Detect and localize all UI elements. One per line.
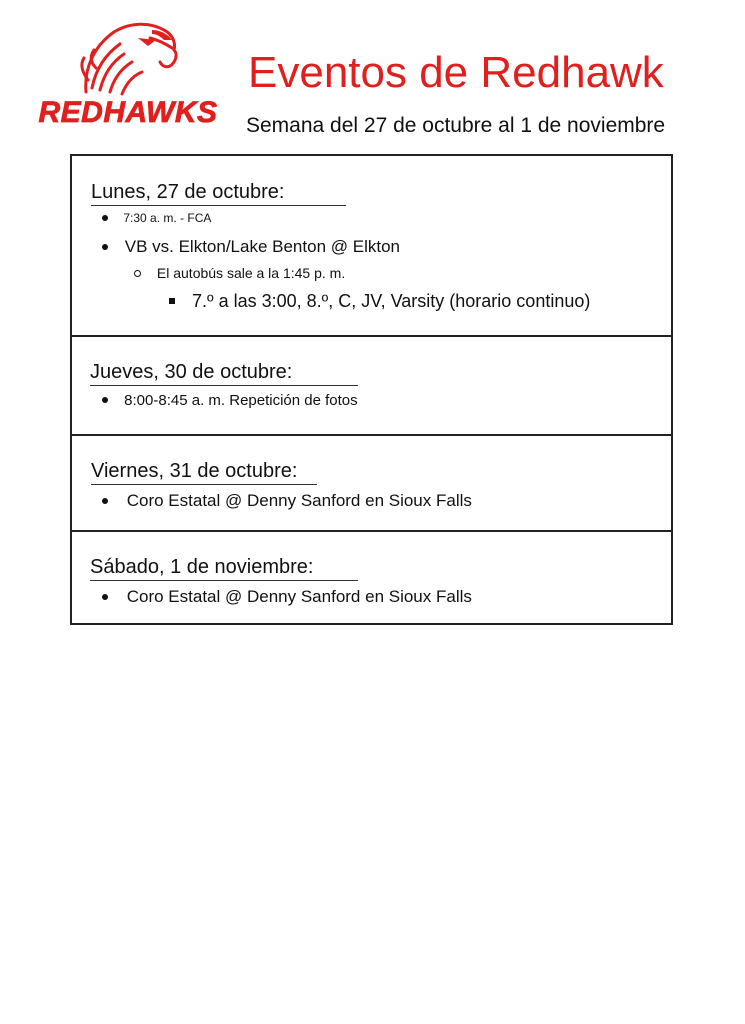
bullet-icon	[102, 594, 108, 600]
page-subtitle: Semana del 27 de octubre al 1 de noviembre	[246, 114, 666, 137]
square-bullet-icon	[169, 298, 175, 304]
bullet-icon	[102, 215, 108, 221]
list-item: Coro Estatal @ Denny Sanford en Sioux Falls	[102, 586, 472, 607]
list-item: Coro Estatal @ Denny Sanford en Sioux Falls	[102, 490, 472, 511]
day-section-monday	[72, 156, 671, 336]
logo-text: REDHAWKS	[38, 96, 218, 129]
circle-bullet-icon	[134, 270, 141, 277]
bullet-icon	[102, 397, 108, 403]
day-section-saturday	[72, 530, 671, 625]
list-item: 8:00-8:45 a. m. Repetición de fotos	[102, 391, 358, 409]
list-item: VB vs. Elkton/Lake Benton @ Elkton	[102, 236, 400, 257]
page-title: Eventos de Redhawk	[248, 48, 664, 97]
redhawks-logo	[26, 18, 231, 130]
list-item: 7.º a las 3:00, 8.º, C, JV, Varsity (horario continuo)	[169, 290, 590, 312]
day-section-thursday	[72, 335, 671, 435]
day-heading: Jueves, 30 de octubre:	[90, 361, 358, 386]
day-section-friday	[72, 434, 671, 531]
bullet-icon	[102, 244, 108, 250]
day-heading: Lunes, 27 de octubre:	[91, 181, 346, 206]
list-item: 7:30 a. m. - FCA	[102, 210, 211, 225]
events-table	[70, 154, 673, 625]
list-item: El autobús sale a la 1:45 p. m.	[134, 264, 345, 281]
day-heading: Viernes, 31 de octubre:	[91, 460, 317, 485]
bullet-icon	[102, 498, 108, 504]
redhawk-head-icon	[26, 18, 231, 130]
day-heading: Sábado, 1 de noviembre:	[90, 556, 358, 581]
